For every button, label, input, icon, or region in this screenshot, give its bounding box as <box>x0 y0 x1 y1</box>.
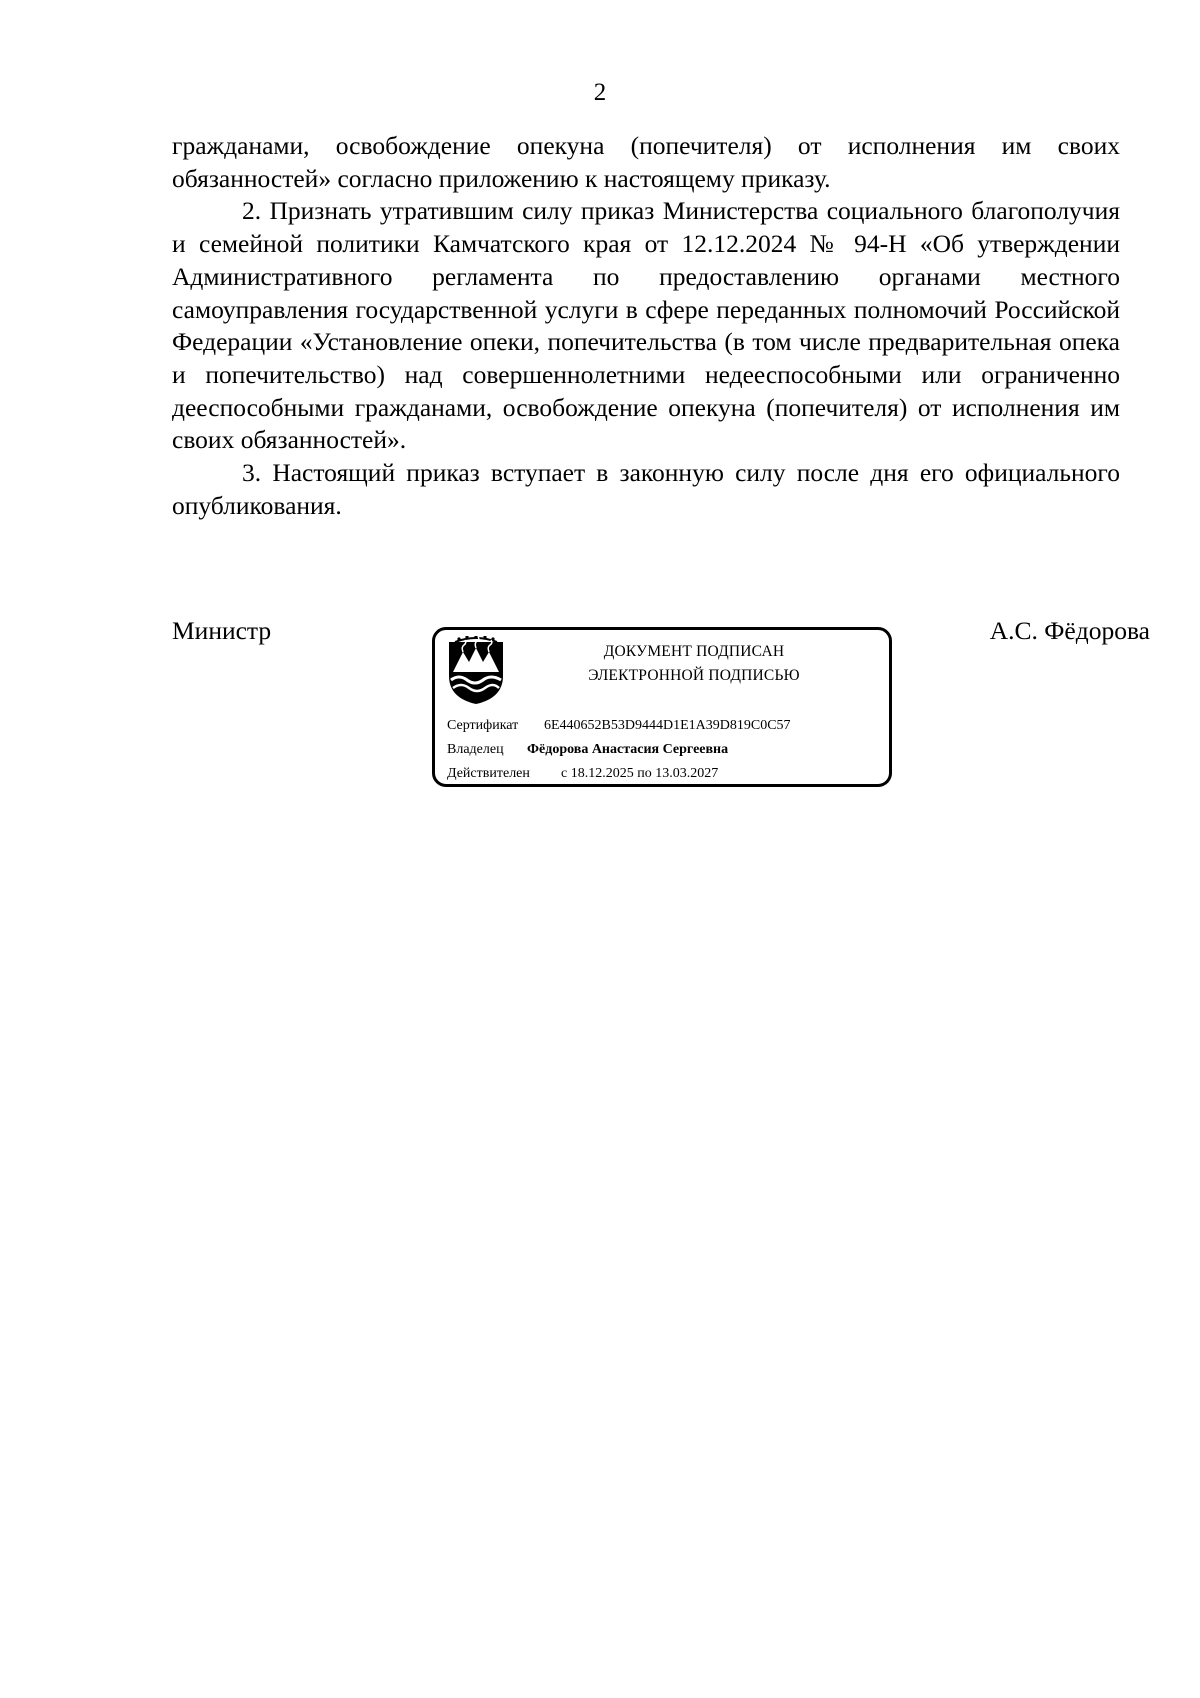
page-number: 2 <box>593 79 607 106</box>
certificate-label: Сертификат <box>447 718 519 733</box>
paragraph-3: 3. Настоящий приказ вступает в законную силу после дня его официального опубликования. <box>172 458 1120 520</box>
kamchatka-coat-of-arms-icon <box>445 636 507 706</box>
owner-value: Фёдорова Анастасия Сергеевна <box>527 742 729 757</box>
stamp-owner-row <box>447 740 729 760</box>
stamp-heading-line-2: ЭЛЕКТРОННОЙ ПОДПИСЬЮ <box>588 667 800 684</box>
valid-label: Действителен <box>447 766 530 781</box>
owner-label: Владелец <box>447 742 504 757</box>
stamp-heading-line-1: ДОКУМЕНТ ПОДПИСАН <box>603 643 785 660</box>
document-body <box>172 130 1120 522</box>
certificate-value: 6E440652B53D9444D1E1A39D819C0C57 <box>544 718 791 733</box>
stamp-validity-row <box>447 764 719 784</box>
paragraph-1: гражданами, освобождение опекуна (попечителя) от исполнения им своих обязанностей» согласно приложению к настоящему приказу. <box>172 131 1120 193</box>
signer-name: А.С. Фёдорова <box>989 616 1150 645</box>
signer-position: Министр <box>172 616 272 645</box>
paragraph-2: 2. Признать утратившим силу приказ Министерства социального благополучия и семейной политики Камчатского края от 12.12.2024 № 94-Н «Об утверждении Административного регламента по предоставлению органами местного самоуправления государственной услуги в сфере переданных полномочий Российской Федерации «Установление опеки, попечительства (в том числе предварительная опека и попечительство) над совершеннолетними недееспособными или ограниченно дееспособными гражданами, освобождение опекуна (попечителя) от исполнения им своих обязанностей». <box>172 196 1120 455</box>
stamp-heading <box>509 640 879 688</box>
stamp-certificate-row <box>447 716 791 736</box>
valid-value: с 18.12.2025 по 13.03.2027 <box>561 766 719 781</box>
signature-block <box>172 615 1150 785</box>
electronic-signature-stamp <box>432 627 892 787</box>
